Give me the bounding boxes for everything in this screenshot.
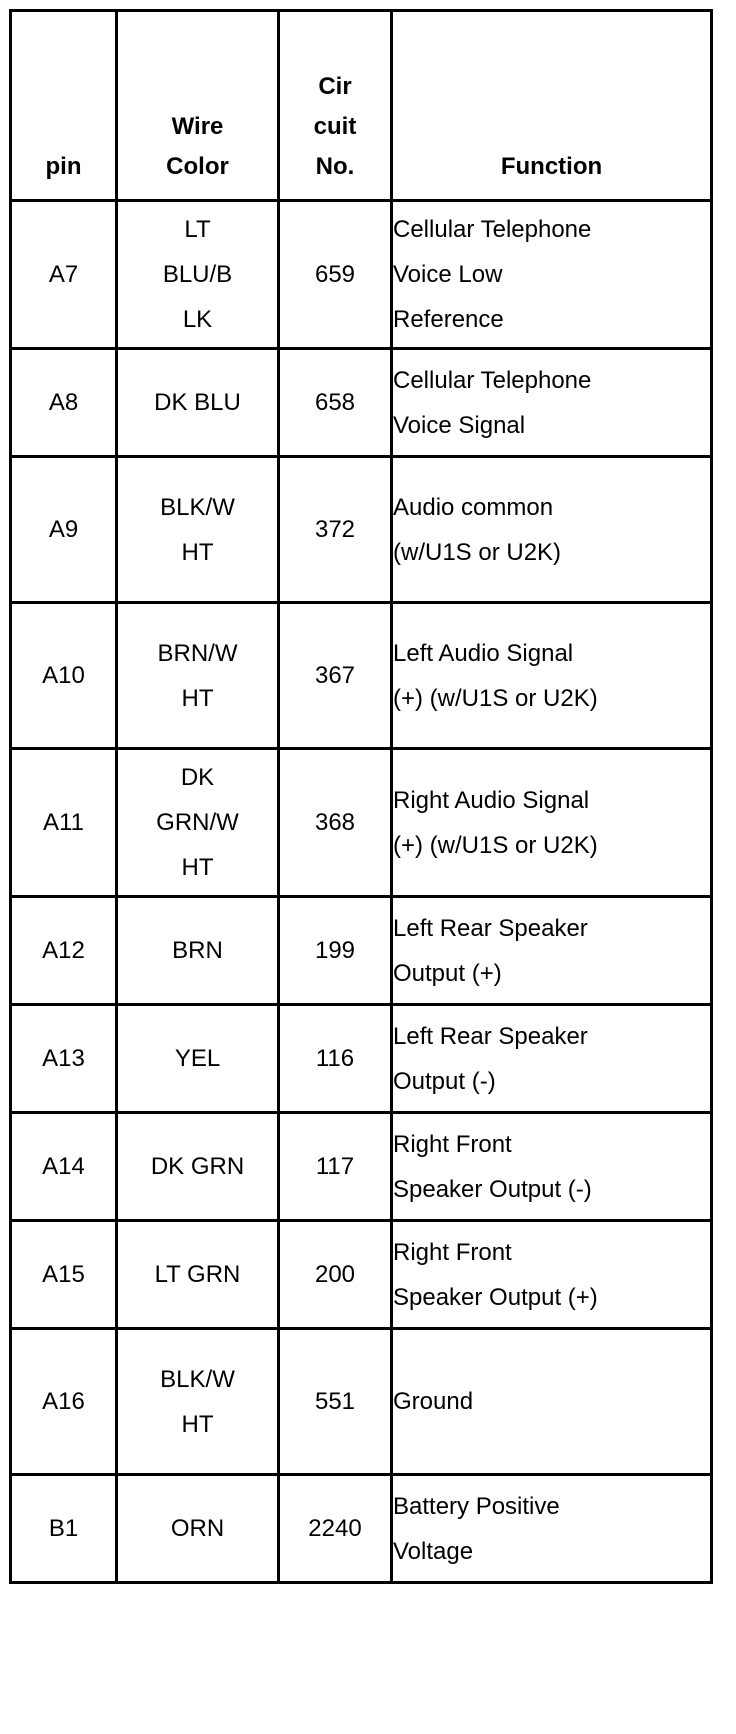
function-line: Voice Signal bbox=[393, 411, 526, 439]
wire-color-line: HT bbox=[181, 684, 214, 712]
header-wire-color-line: Color bbox=[166, 153, 229, 180]
cell-pin: A8 bbox=[11, 349, 117, 457]
cell-wire-color bbox=[117, 1475, 279, 1583]
function-line: Cellular Telephone bbox=[393, 216, 592, 243]
function-line: Reference bbox=[393, 306, 504, 333]
cell-circuit-no: 199 bbox=[279, 897, 392, 1005]
cell-function bbox=[392, 1221, 712, 1329]
header-circuit-line: cuit bbox=[313, 113, 357, 140]
header-pin-line: pin bbox=[45, 153, 82, 180]
cell-wire-color bbox=[117, 1221, 279, 1329]
function-line: Speaker Output (+) bbox=[393, 1283, 598, 1311]
header-wire-color-line: Wire bbox=[171, 113, 224, 140]
cell-wire-color bbox=[117, 1113, 279, 1221]
cell-function bbox=[392, 201, 712, 349]
cell-function bbox=[392, 1005, 712, 1113]
cell-function bbox=[392, 349, 712, 457]
function-line: (+) (w/U1S or U2K) bbox=[393, 831, 598, 859]
wire-color-line: BLK/W bbox=[160, 493, 235, 521]
cell-circuit-no: 658 bbox=[279, 349, 392, 457]
cell-circuit-no: 117 bbox=[279, 1113, 392, 1221]
wire-color-line: HT bbox=[181, 854, 214, 881]
cell-wire-color bbox=[117, 349, 279, 457]
cell-function bbox=[392, 603, 712, 749]
table-row bbox=[11, 1475, 712, 1583]
table-row bbox=[11, 201, 712, 349]
cell-function bbox=[392, 1113, 712, 1221]
table-row bbox=[11, 1113, 712, 1221]
cell-wire-color bbox=[117, 457, 279, 603]
wiring-table bbox=[9, 9, 713, 1584]
cell-circuit-no: 659 bbox=[279, 201, 392, 349]
function-line: Left Rear Speaker bbox=[393, 914, 588, 942]
wire-color-line: DK BLU bbox=[154, 389, 241, 416]
cell-pin: A11 bbox=[11, 749, 117, 897]
cell-function bbox=[392, 1329, 712, 1475]
cell-pin: A10 bbox=[11, 603, 117, 749]
cell-pin: A7 bbox=[11, 201, 117, 349]
cell-pin: A14 bbox=[11, 1113, 117, 1221]
table-row bbox=[11, 603, 712, 749]
cell-pin: A12 bbox=[11, 897, 117, 1005]
cell-wire-color bbox=[117, 603, 279, 749]
cell-function bbox=[392, 1475, 712, 1583]
cell-function bbox=[392, 457, 712, 603]
cell-circuit-no: 367 bbox=[279, 603, 392, 749]
wire-color-line: HT bbox=[181, 538, 214, 566]
cell-wire-color bbox=[117, 1329, 279, 1475]
cell-pin: A9 bbox=[11, 457, 117, 603]
cell-pin: A15 bbox=[11, 1221, 117, 1329]
header-row bbox=[11, 11, 712, 201]
function-line: Battery Positive bbox=[393, 1492, 560, 1520]
header-circuit-no bbox=[279, 11, 392, 201]
wire-color-line: DK bbox=[180, 764, 215, 791]
wire-color-line: GRN/W bbox=[156, 809, 239, 836]
function-line: Output (-) bbox=[393, 1067, 496, 1095]
function-line: (+) (w/U1S or U2K) bbox=[393, 684, 598, 712]
function-line: Ground bbox=[393, 1388, 474, 1415]
function-line: Voice Low bbox=[393, 261, 503, 288]
function-line: Left Audio Signal bbox=[393, 639, 574, 667]
function-line: Right Front bbox=[393, 1238, 512, 1266]
function-line: Voltage bbox=[393, 1537, 474, 1565]
cell-circuit-no: 372 bbox=[279, 457, 392, 603]
table-row bbox=[11, 457, 712, 603]
table-body bbox=[11, 201, 712, 1583]
wire-color-line: YEL bbox=[174, 1045, 221, 1072]
cell-wire-color bbox=[117, 1005, 279, 1113]
function-line: Cellular Telephone bbox=[393, 366, 592, 394]
cell-pin: B1 bbox=[11, 1475, 117, 1583]
table-row bbox=[11, 1329, 712, 1475]
wire-color-line: DK GRN bbox=[150, 1153, 245, 1180]
cell-wire-color bbox=[117, 749, 279, 897]
table-row bbox=[11, 1221, 712, 1329]
cell-wire-color bbox=[117, 201, 279, 349]
header-circuit-line: No. bbox=[315, 153, 355, 180]
wire-color-line: LT GRN bbox=[154, 1261, 241, 1288]
header-circuit-line: Cir bbox=[318, 73, 352, 100]
function-line: Audio common bbox=[393, 493, 554, 521]
cell-function bbox=[392, 749, 712, 897]
wire-color-line: LT bbox=[184, 216, 211, 243]
function-line: Speaker Output (-) bbox=[393, 1175, 592, 1203]
wire-color-line: LK bbox=[182, 306, 213, 333]
function-line: Right Front bbox=[393, 1130, 512, 1158]
cell-circuit-no: 368 bbox=[279, 749, 392, 897]
cell-circuit-no: 116 bbox=[279, 1005, 392, 1113]
cell-pin: A16 bbox=[11, 1329, 117, 1475]
cell-wire-color bbox=[117, 897, 279, 1005]
table-row bbox=[11, 1005, 712, 1113]
cell-circuit-no: 551 bbox=[279, 1329, 392, 1475]
cell-pin: A13 bbox=[11, 1005, 117, 1113]
cell-circuit-no: 200 bbox=[279, 1221, 392, 1329]
function-line: (w/U1S or U2K) bbox=[393, 538, 562, 566]
function-line: Output (+) bbox=[393, 959, 502, 987]
header-function bbox=[392, 11, 712, 201]
cell-circuit-no: 2240 bbox=[279, 1475, 392, 1583]
header-function-line: Function bbox=[500, 153, 603, 180]
wire-color-line: ORN bbox=[170, 1515, 225, 1542]
table-row bbox=[11, 349, 712, 457]
wire-color-line: HT bbox=[181, 1410, 214, 1438]
function-line: Left Rear Speaker bbox=[393, 1022, 588, 1050]
cell-function bbox=[392, 897, 712, 1005]
header-pin bbox=[11, 11, 117, 201]
function-line: Right Audio Signal bbox=[393, 786, 590, 814]
wire-color-line: BLU/B bbox=[162, 261, 233, 288]
wire-color-line: BRN/W bbox=[157, 639, 238, 667]
table-row bbox=[11, 897, 712, 1005]
wire-color-line: BLK/W bbox=[160, 1365, 235, 1393]
table-row bbox=[11, 749, 712, 897]
header-wire-color bbox=[117, 11, 279, 201]
wire-color-line: BRN bbox=[172, 937, 223, 964]
